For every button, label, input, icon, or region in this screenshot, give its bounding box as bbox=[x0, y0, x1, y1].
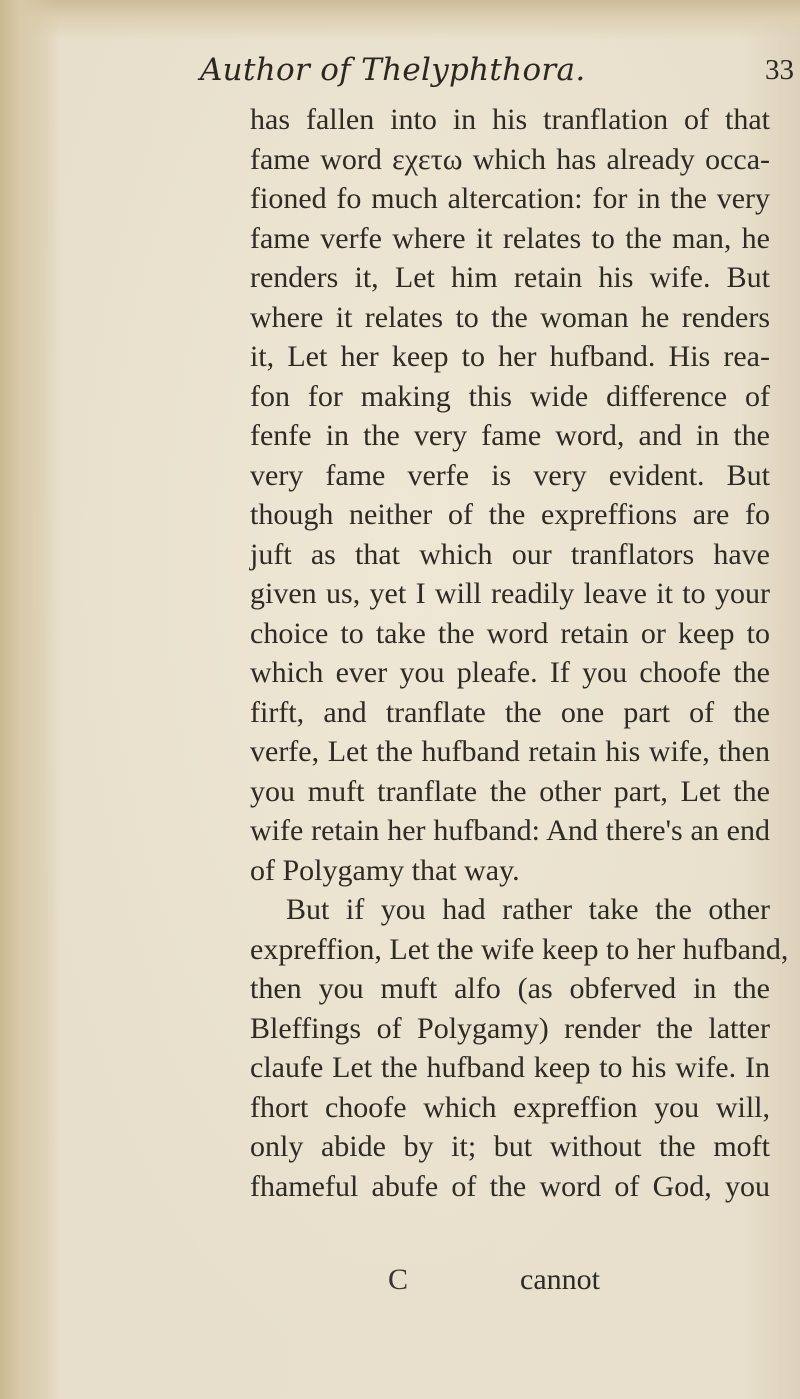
text-line: expreffion, Let the wife keep to her hufband, bbox=[250, 932, 789, 966]
text-line: fhort choofe which expreffion you will, bbox=[250, 1090, 770, 1124]
text-line: verfe, Let the hufband retain his wife, then bbox=[250, 735, 770, 768]
text-line: renders it, Let him retain his wife. But bbox=[250, 261, 770, 294]
paragraph-start-line: But if you had rather take the other bbox=[286, 893, 770, 926]
page-number: 33 bbox=[765, 54, 794, 86]
paragraph-end-line: of Polygamy that way. bbox=[250, 853, 520, 887]
page-gutter-edge bbox=[0, 0, 60, 1399]
text-line: claufe Let the hufband keep to his wife. In bbox=[250, 1051, 770, 1084]
signature-mark: C bbox=[388, 1263, 409, 1296]
text-line: only abide by it; but without the moft bbox=[250, 1130, 770, 1163]
text-line: fame word εχετω which has already occa- bbox=[250, 142, 770, 176]
text-line: choice to take the word retain or keep to bbox=[250, 616, 770, 650]
text-line: Bleffings of Polygamy) render the latter bbox=[250, 1011, 770, 1045]
text-line: it, Let her keep to her hufband. His rea- bbox=[250, 340, 770, 373]
text-line: very fame verfe is very evident. But bbox=[250, 458, 770, 492]
text-line: fon for making this wide difference of bbox=[250, 379, 770, 413]
text-line: firft, and tranflate the one part of the bbox=[250, 695, 770, 729]
text-line: though neither of the expreffions are fo bbox=[250, 498, 770, 531]
body-text bbox=[250, 100, 789, 1206]
text-line: juft as that which our tranflators have bbox=[250, 537, 770, 571]
text-line: fenfe in the very fame word, and in the bbox=[250, 419, 770, 452]
text-line: then you muft alfo (as obferved in the bbox=[250, 972, 770, 1005]
page-header bbox=[200, 52, 794, 92]
text-line: wife retain her hufband: And there's an end bbox=[250, 814, 770, 847]
text-line: fhameful abufe of the word of God, you bbox=[250, 1169, 770, 1203]
page-top-edge bbox=[0, 0, 800, 40]
text-line: you muft tranflate the other part, Let the bbox=[250, 774, 770, 808]
text-line: fioned fo much altercation: for in the very bbox=[250, 182, 770, 215]
running-title: Author of Thelyphthora. bbox=[200, 52, 586, 88]
text-line: where it relates to the woman he renders bbox=[250, 300, 770, 334]
text-line: which ever you pleafe. If you choofe the bbox=[250, 656, 770, 689]
text-line: has fallen into in his tranflation of that bbox=[250, 103, 770, 136]
text-line: fame verfe where it relates to the man, he bbox=[250, 221, 770, 255]
text-line: given us, yet I will readily leave it to your bbox=[250, 577, 770, 610]
catchword: cannot bbox=[520, 1263, 600, 1296]
